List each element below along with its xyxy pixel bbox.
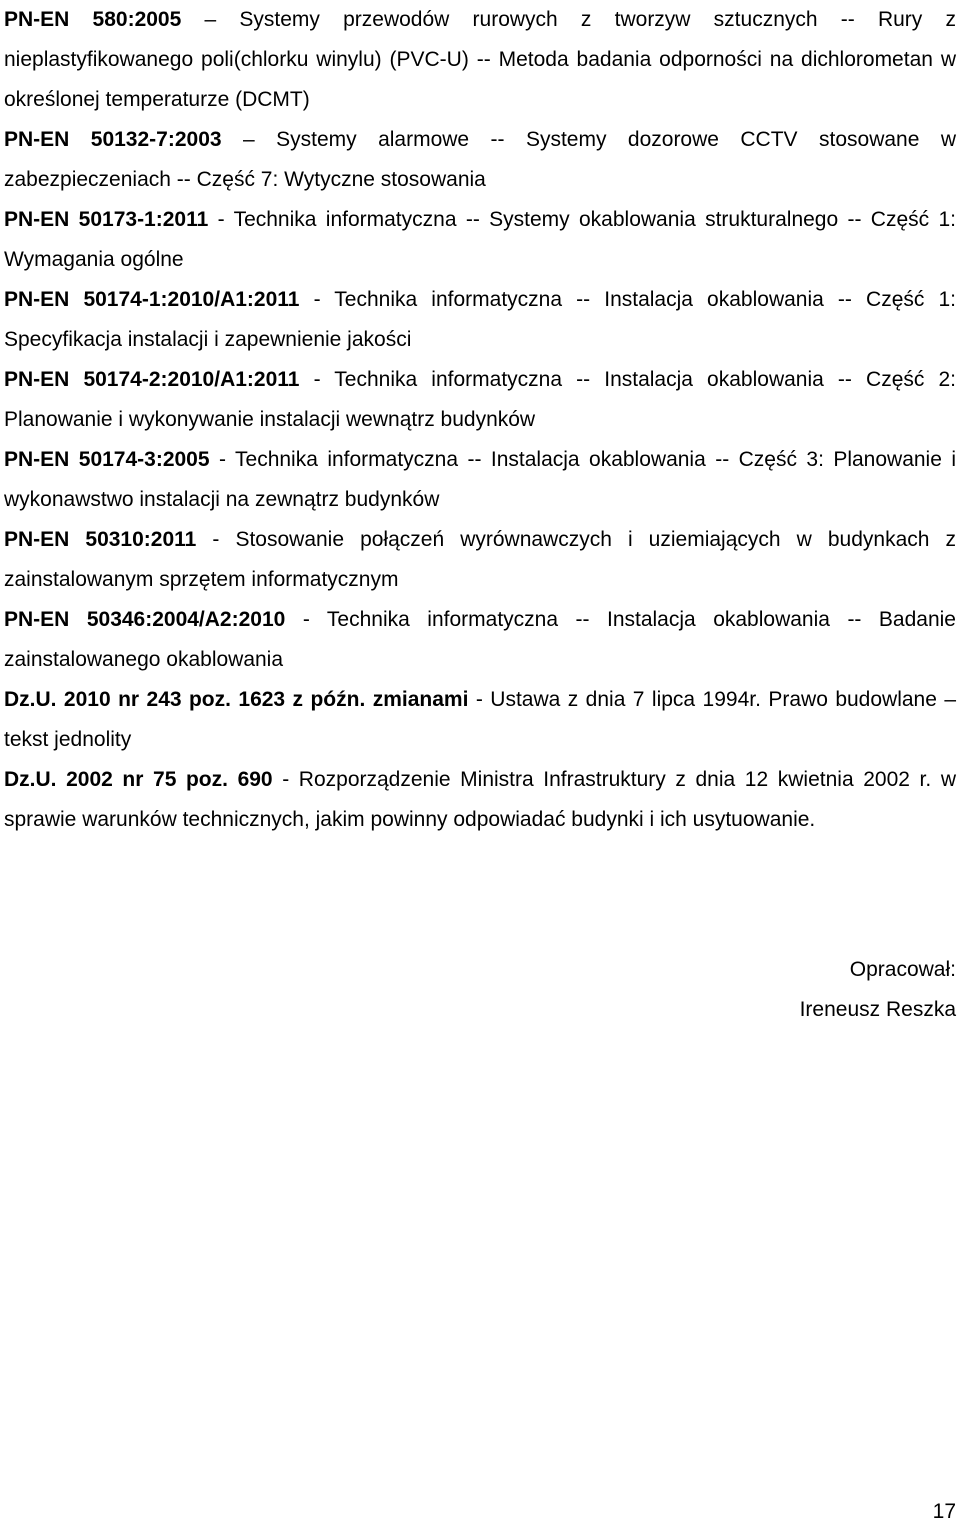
standard-entry (4, 200, 956, 280)
signature-label: Opracował: (849, 958, 956, 981)
standard-entry (4, 120, 956, 200)
standard-title: - Technika informatyczna -- Instalacja okablowania -- Badanie zainstalowanego okablowania (4, 608, 956, 671)
standard-title: - Technika informatyczna -- Instalacja okablowania -- Część 3: Planowanie i wykonawstwo instalacji na zewnątrz budynków (4, 448, 956, 511)
standard-ref: PN-EN 50346:2004/A2:2010 (4, 608, 286, 631)
standard-entry (4, 600, 956, 680)
standard-ref: PN-EN 50132-7:2003 (4, 128, 222, 151)
page-number: 17 (932, 1500, 956, 1523)
standard-entry (4, 520, 956, 600)
standard-ref: PN-EN 50174-2:2010/A1:2011 (4, 368, 300, 391)
standard-title: – Systemy alarmowe -- Systemy dozorowe CCTV stosowane w zabezpieczeniach -- Część 7: Wytyczne stosowania (4, 128, 956, 191)
law-title: - Rozporządzenie Ministra Infrastruktury z dnia 12 kwietnia 2002 r. w sprawie warunków technicznych, jakim powinny odpowiadać budynki i ich usytuowanie. (4, 768, 956, 831)
law-ref: Dz.U. 2002 nr 75 poz. 690 (4, 768, 273, 791)
signature-name: Ireneusz Reszka (799, 998, 956, 1021)
author-signature (800, 950, 956, 1030)
standard-entry (4, 0, 956, 120)
standards-list (4, 0, 956, 840)
law-entry (4, 680, 956, 760)
standard-entry (4, 360, 956, 440)
standard-ref: PN-EN 580:2005 (4, 8, 182, 31)
standard-entry (4, 440, 956, 520)
standard-title: - Technika informatyczna -- Systemy okablowania strukturalnego -- Część 1: Wymagania ogólne (4, 208, 956, 271)
standard-entry (4, 280, 956, 360)
law-ref: Dz.U. 2010 nr 243 poz. 1623 z późn. zmianami (4, 688, 469, 711)
standard-ref: PN-EN 50173-1:2011 (4, 208, 209, 231)
standard-ref: PN-EN 50174-3:2005 (4, 448, 210, 471)
law-entry (4, 760, 956, 840)
standard-title: - Technika informatyczna -- Instalacja okablowania -- Część 2: Planowanie i wykonywanie instalacji wewnątrz budynków (4, 368, 956, 431)
standard-title: – Systemy przewodów rurowych z tworzyw sztucznych -- Rury z nieplastyfikowanego poli(chlorku winylu) (PVC-U) -- Metoda badania odporności na dichlorometan w określonej temperaturze (DCMT) (4, 8, 956, 111)
standard-title: - Technika informatyczna -- Instalacja okablowania -- Część 1: Specyfikacja instalacji i zapewnienie jakości (4, 288, 956, 351)
law-title: - Ustawa z dnia 7 lipca 1994r. Prawo budowlane – tekst jednolity (4, 688, 957, 751)
standard-ref: PN-EN 50310:2011 (4, 528, 197, 551)
standard-ref: PN-EN 50174-1:2010/A1:2011 (4, 288, 300, 311)
standard-title: - Stosowanie połączeń wyrównawczych i uziemiających w budynkach z zainstalowanym sprzętem informatycznym (4, 528, 956, 591)
